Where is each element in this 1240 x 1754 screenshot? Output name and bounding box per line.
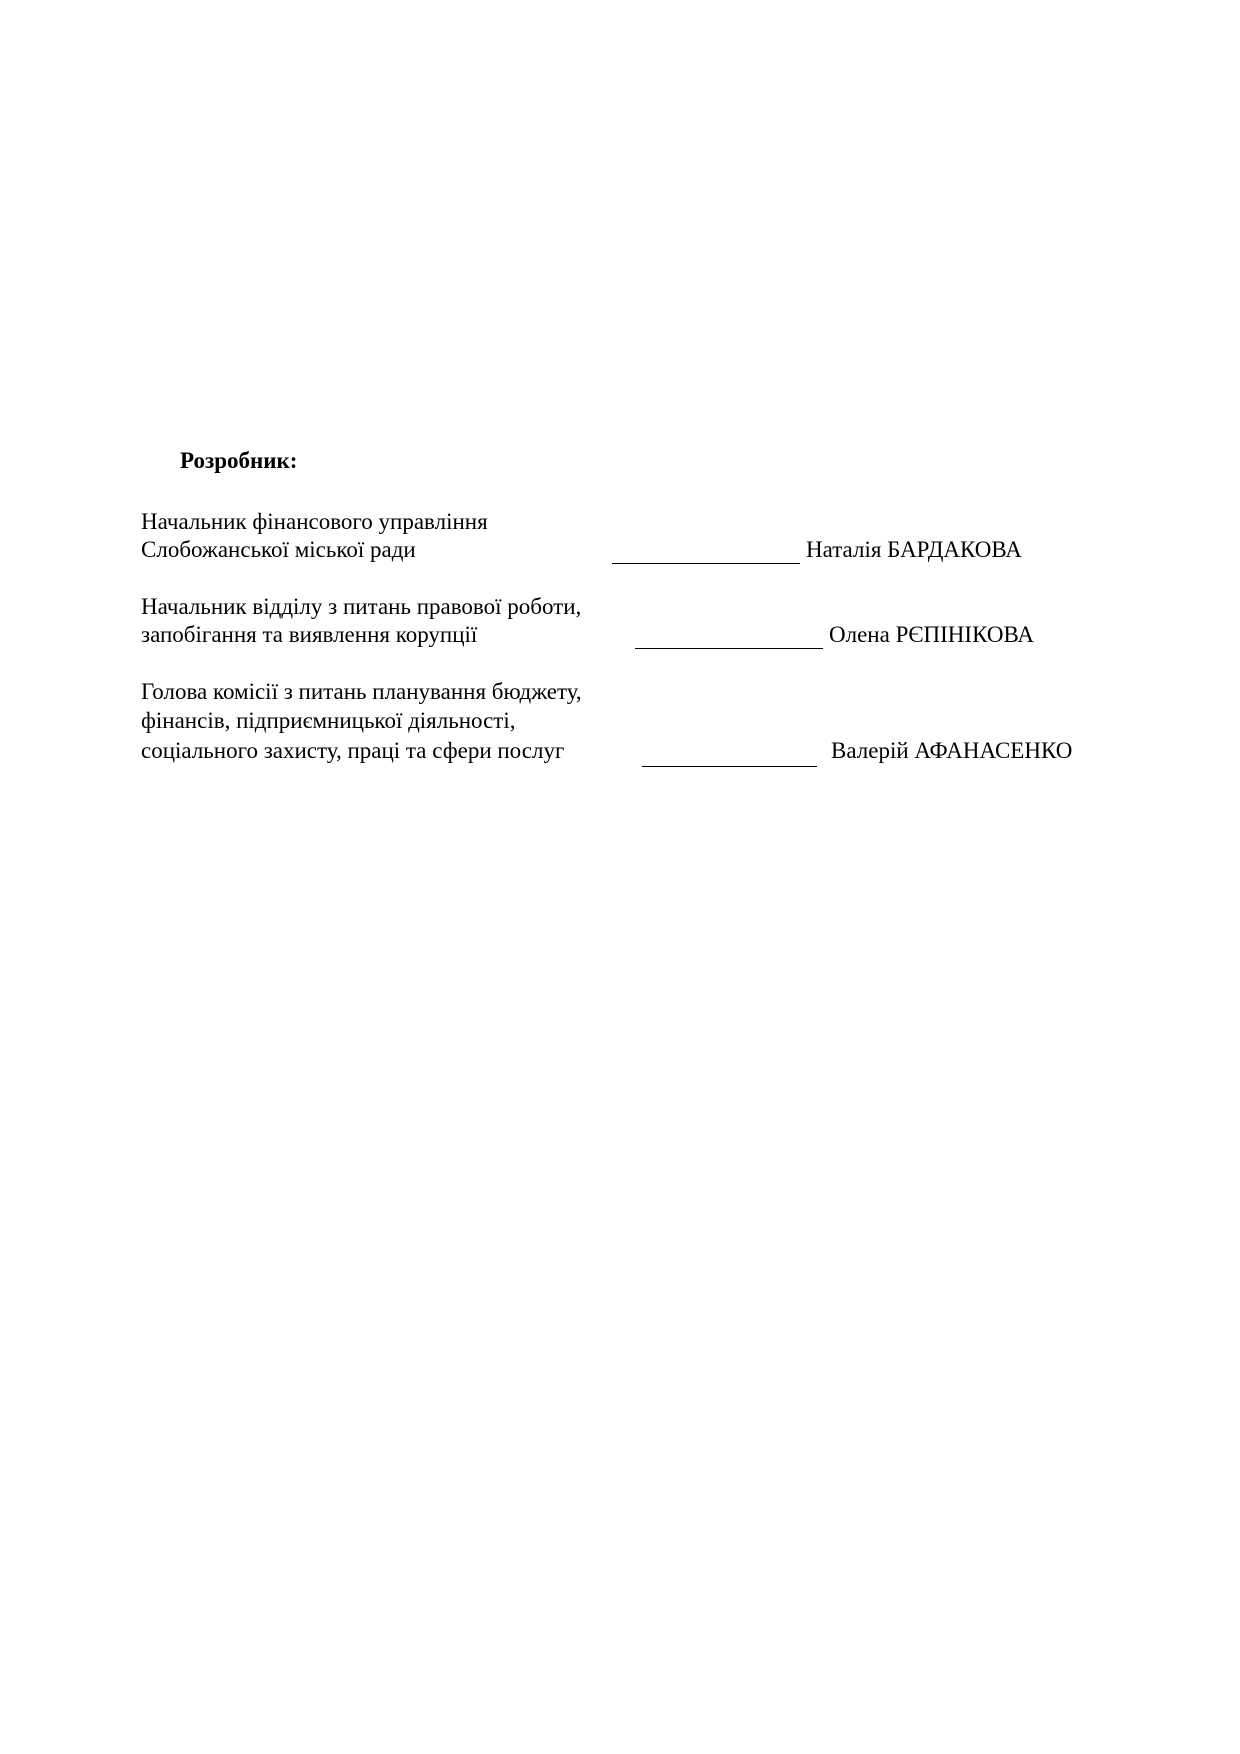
signatory-3-position-line-3: соціального захисту, праці та сфери послуг xyxy=(141,738,565,763)
signatory-2-name: Олена РЄПІНІКОВА xyxy=(829,622,1034,647)
signatory-1-position-line-1: Начальник фінансового управління xyxy=(141,509,488,534)
signatory-2-position-line-1: Начальник відділу з питань правової роботи, xyxy=(141,594,582,619)
signatory-3-position-line-2: фінансів, підприємницької діяльності, xyxy=(141,708,516,733)
signatory-3-name: Валерій АФАНАСЕНКО xyxy=(831,738,1073,763)
signatory-3-signature-line xyxy=(642,766,817,767)
signatory-1-name: Наталія БАРДАКОВА xyxy=(806,537,1022,562)
developer-heading: Розробник: xyxy=(180,448,298,473)
signatory-3-position-line-1: Голова комісії з питань планування бюджету, xyxy=(141,679,582,704)
signatory-2-signature-line xyxy=(635,648,823,649)
signatory-2-position-line-2: запобігання та виявлення корупції xyxy=(141,622,478,647)
signatory-1-position-line-2: Слобожанської міської ради xyxy=(141,537,416,562)
signatory-1-signature-line xyxy=(612,563,800,564)
